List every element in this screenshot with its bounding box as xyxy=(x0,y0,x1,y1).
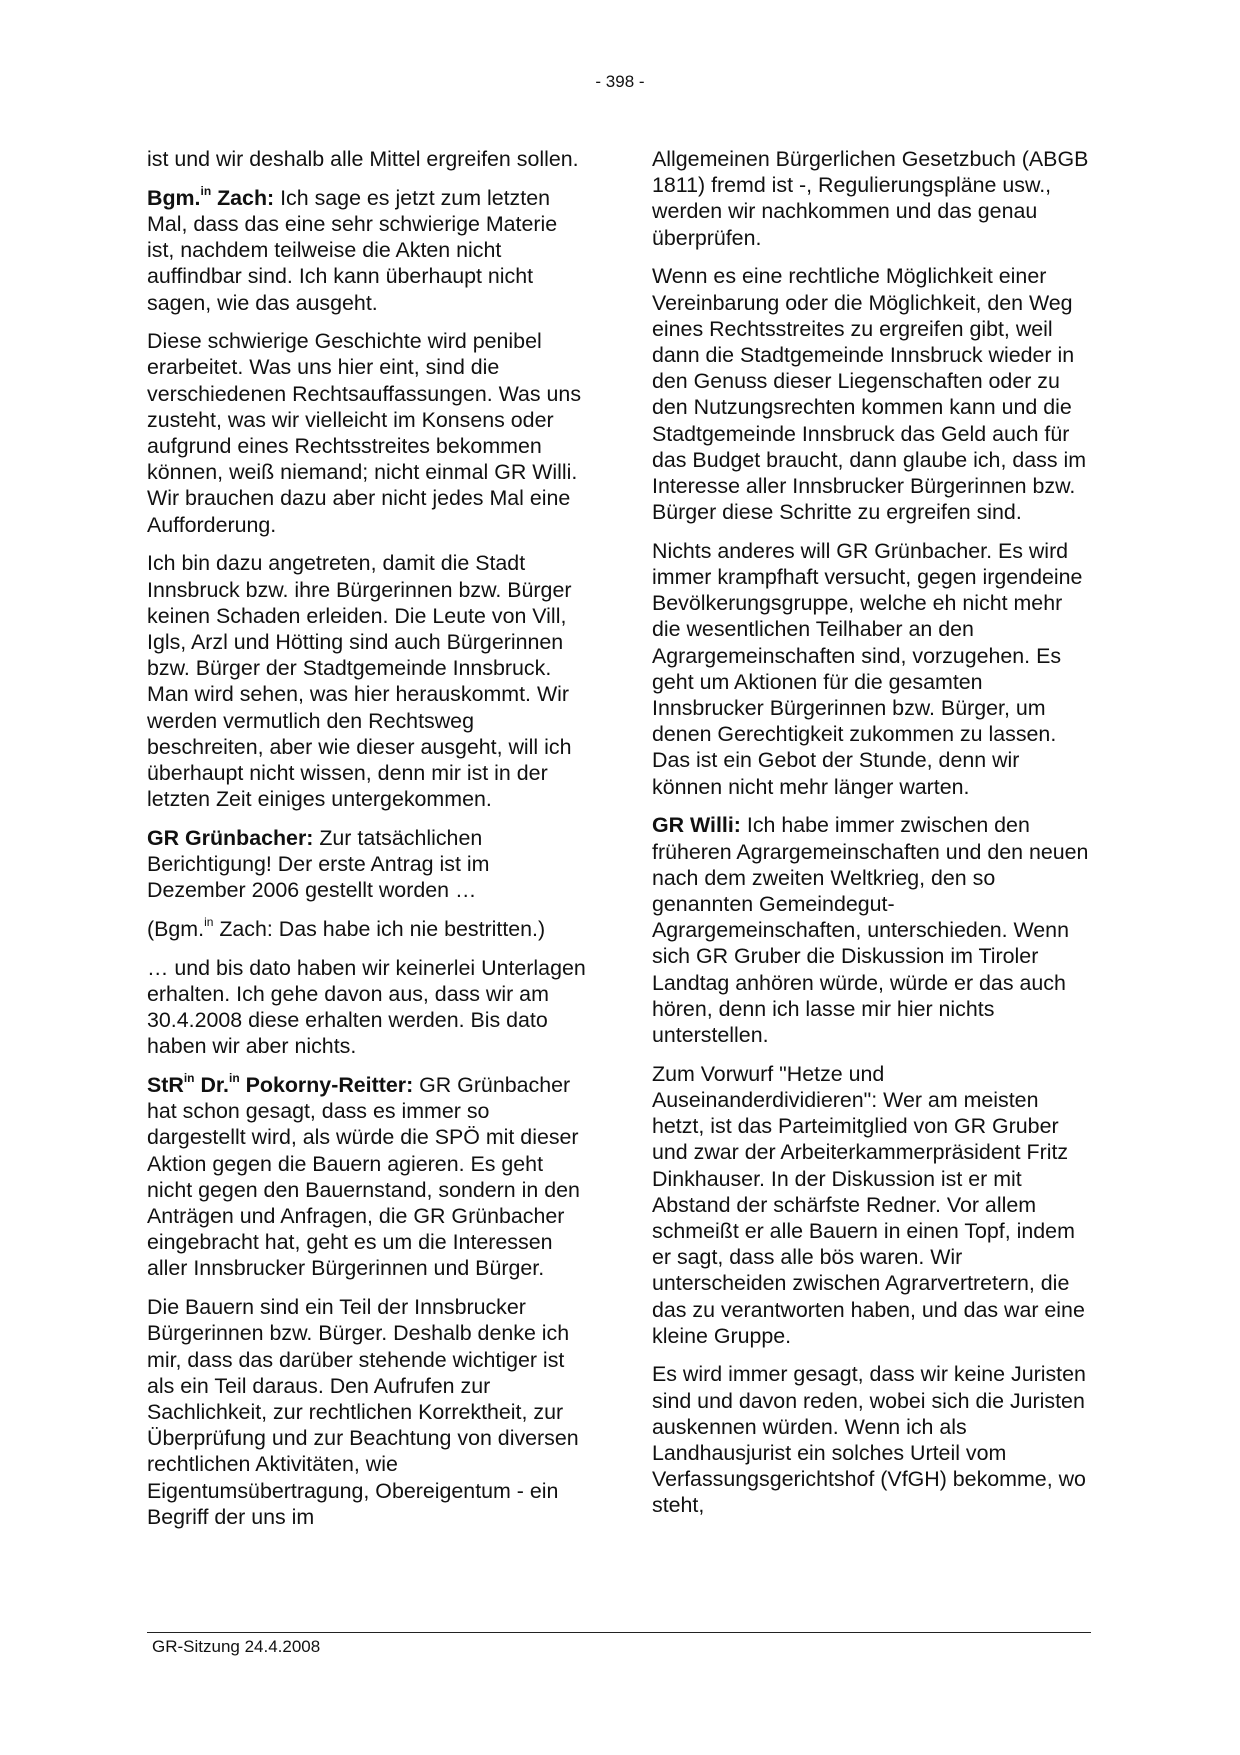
speech-text: GR Grünbacher hat schon gesagt, dass es immer so dargestellt wird, als würde die SPÖ mit dieser Aktion gegen die Bauern agieren. Es geht nicht gegen den Bauernstand, sondern in den Anträgen und Anfragen, die GR Grünbacher eingebracht hat, geht es um die Interessen aller Innsbrucker Bürgerinnen und Bürger. xyxy=(147,1073,580,1281)
footer-session-label: GR-Sitzung 24.4.2008 xyxy=(152,1637,321,1656)
footer-divider xyxy=(147,1632,1091,1633)
speech-text: Zur tatsächlichen Berichtigung! Der erste Antrag ist im Dezember 2006 gestellt worden … xyxy=(147,825,490,903)
speaker-name: StR$^{in}$ Dr.$^{in}$ Pokorny-Reitter: xyxy=(147,1070,414,1097)
left-column xyxy=(147,146,587,1542)
paragraph-speech xyxy=(147,825,587,904)
speaker-name: GR Willi: xyxy=(652,813,741,838)
right-column xyxy=(652,146,1092,1531)
paragraph: ist und wir deshalb alle Mittel ergreifen sollen. xyxy=(147,147,579,171)
paragraph: Die Bauern sind ein Teil der Innsbrucker Bürgerinnen bzw. Bürger. Deshalb denke ich mir, dass das darüber stehende wichtiger ist als ein Teil daraus. Den Aufrufen zur Sachlichkeit, zur rechtlichen Korrektheit, zur Überprüfung und zur Beachtung von diversen rechtlichen Aktivitäten, wie Eigentumsübertragung, Obereigentum - ein Begriff der uns im xyxy=(147,1295,579,1529)
paragraph: Zum Vorwurf "Hetze und Auseinanderdividieren": Wer am meisten hetzt, ist das Parteimitglied von GR Gruber und zwar der Arbeiterkammerpräsident Fritz Dinkhauser. In der Diskussion ist er mit Abstand der schärfste Redner. Vor allem schmeißt er alle Bauern in einen Topf, indem er sagt, dass alle bös waren. Wir unterscheiden zwischen Agrarvertretern, die das zu verantworten haben, und das war eine kleine Gruppe. xyxy=(652,1061,1085,1348)
paragraph: … und bis dato haben wir keinerlei Unterlagen erhalten. Ich gehe davon aus, dass wir am 30.4.2008 diese erhalten werden. Bis dato haben wir aber nichts. xyxy=(147,955,586,1059)
paragraph: Es wird immer gesagt, dass wir keine Juristen sind und davon reden, wobei sich die Juristen auskennen würden. Wenn ich als Landhausjurist ein solches Urteil vom Verfassungsgerichtshof (VfGH) bekomme, wo steht, xyxy=(652,1362,1086,1518)
paragraph: Wenn es eine rechtliche Möglichkeit einer Vereinbarung oder die Möglichkeit, den Weg eines Rechtsstreites zu ergreifen gibt, weil dann die Stadtgemeinde Innsbruck wieder in den Genuss dieser Liegenschaften oder zu den Nutzungsrechten kommen kann und die Stadtgemeinde Innsbruck das Geld auch für das Budget braucht, dann glaube ich, dass im Interesse aller Innsbrucker Bürgerinnen bzw. Bürger diese Schritte zu ergreifen sind. xyxy=(652,264,1087,525)
speaker-name: GR Grünbacher: xyxy=(147,825,314,850)
speech-text: Ich habe immer zwischen den früheren Agrargemeinschaften und den neuen nach dem zweiten Weltkrieg, den so genannten Gemeindegut-Agrargemeinschaften, unterschieden. Wenn sich GR Gruber die Diskussion im Tiroler Landtag anhören würde, würde er das auch hören, denn ich lasse mir hier nichts unterstellen. xyxy=(652,813,1089,1047)
paragraph-speech xyxy=(147,1072,587,1282)
paragraph-speech xyxy=(147,185,587,316)
paragraph-interjection: (Bgm.$^{in}$ Zach: Das habe ich nie bestritten.) xyxy=(147,914,546,941)
speaker-name: Bgm.$^{in}$ Zach: xyxy=(147,183,275,210)
paragraph: Diese schwierige Geschichte wird penibel erarbeitet. Was uns hier eint, sind die verschiedenen Rechtsauffassungen. Was uns zusteht, was wir vielleicht im Konsens oder aufgrund eines Rechtsstreites bekommen können, weiß niemand; nicht einmal GR Willi. Wir brauchen dazu aber nicht jedes Mal eine Aufforderung. xyxy=(147,329,582,537)
paragraph: Ich bin dazu angetreten, damit die Stadt Innsbruck bzw. ihre Bürgerinnen bzw. Bürger keinen Schaden erleiden. Die Leute von Vill, Igls, Arzl und Hötting sind auch Bürgerinnen bzw. Bürger der Stadtgemeinde Innsbruck. Man wird sehen, was hier herauskommt. Wir werden vermutlich den Rechtsweg beschreiten, aber wie dieser ausgeht, will ich überhaupt nicht wissen, denn mir ist in der letzten Zeit einiges untergekommen. xyxy=(147,551,572,812)
paragraph: Allgemeinen Bürgerlichen Gesetzbuch (ABGB 1811) fremd ist -, Regulierungspläne usw., werden wir nachkommen und das genau überprüfen. xyxy=(652,147,1089,250)
paragraph-speech xyxy=(652,812,1092,1048)
page-number: - 398 - xyxy=(595,72,645,91)
paragraph: Nichts anderes will GR Grünbacher. Es wird immer krampfhaft versucht, gegen irgendeine Bevölkerungsgruppe, welche eh nicht mehr die wesentlichen Teilhaber an den Agrargemeinschaften sind, vorzugehen. Es geht um Aktionen für die gesamten Innsbrucker Bürgerinnen bzw. Bürger, um denen Gerechtigkeit zukommen zu lassen. Das ist ein Gebot der Stunde, denn wir können nicht mehr länger warten. xyxy=(652,538,1083,799)
speech-text: Ich sage es jetzt zum letzten Mal, dass das eine sehr schwierige Materie ist, nachdem teilweise die Akten nicht auffindbar sind. Ich kann überhaupt nicht sagen, wie das ausgeht. xyxy=(147,185,558,315)
